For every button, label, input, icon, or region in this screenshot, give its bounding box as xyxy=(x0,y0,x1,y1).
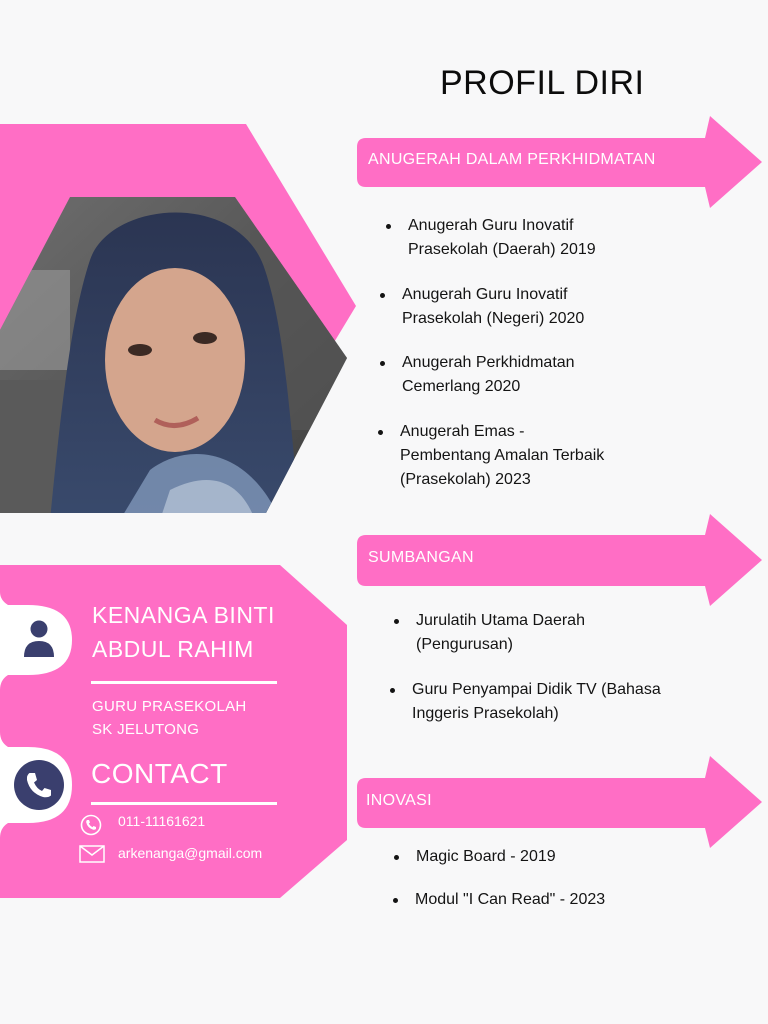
phone-icon xyxy=(14,760,64,810)
name-divider xyxy=(91,681,277,684)
page-title: PROFIL DIRI xyxy=(440,64,645,102)
list-item: Guru Penyampai Didik TV (Bahasa Inggeris Prasekolah) xyxy=(390,678,661,726)
phone-number[interactable]: 011-11161621 xyxy=(118,813,206,829)
contact-divider xyxy=(91,802,277,805)
list-item: Anugerah Emas - Pembentang Amalan Terbaik (Prasekolah) 2023 xyxy=(378,420,604,492)
list-item: Anugerah Guru Inovatif Prasekolah (Negeri) 2020 xyxy=(380,283,584,331)
list-item: Jurulatih Utama Daerah (Pengurusan) xyxy=(394,609,585,657)
section-label-inovasi: INOVASI xyxy=(366,792,432,809)
profile-role: GURU PRASEKOLAH SK JELUTONG xyxy=(92,698,247,738)
mail-icon xyxy=(79,845,105,863)
list-item: Anugerah Perkhidmatan Cemerlang 2020 xyxy=(380,351,575,399)
email-address[interactable]: arkenanga@gmail.com xyxy=(118,845,263,861)
list-item: Modul "I Can Read" - 2023 xyxy=(393,888,605,912)
phone-small-icon xyxy=(80,814,102,836)
person-icon xyxy=(22,620,56,658)
list-item: Magic Board - 2019 xyxy=(394,845,556,869)
section-label-sumbangan: SUMBANGAN xyxy=(368,549,474,566)
contact-heading: CONTACT xyxy=(91,758,228,789)
section-label-anugerah: ANUGERAH DALAM PERKHIDMATAN xyxy=(368,151,656,168)
profile-name: KENANGA BINTI ABDUL RAHIM xyxy=(92,602,275,662)
list-item: Anugerah Guru Inovatif Prasekolah (Daerah) 2019 xyxy=(386,214,596,262)
